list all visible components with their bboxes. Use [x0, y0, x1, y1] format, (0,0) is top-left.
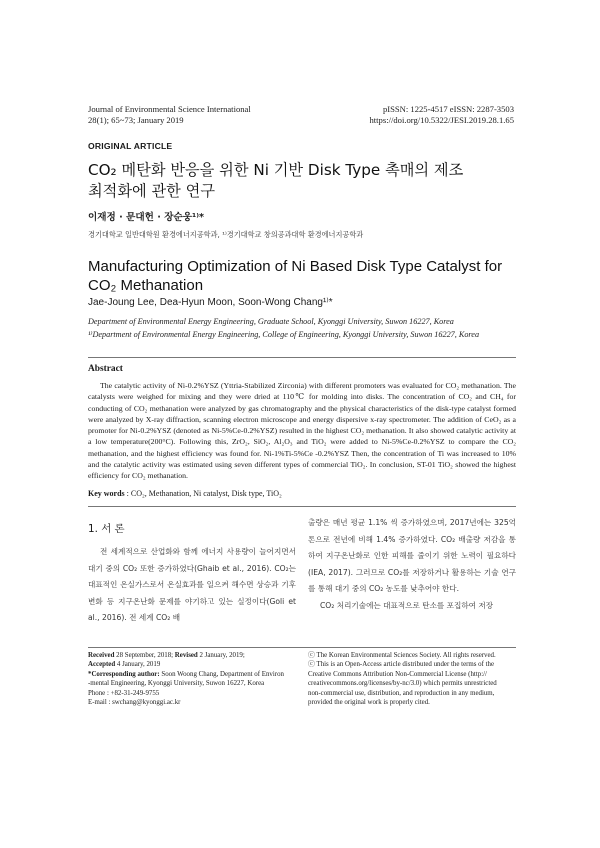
journal-name: Journal of Environmental Science International	[88, 104, 251, 114]
received-date: 28 September, 2018;	[114, 652, 175, 659]
korean-title-line2: 최적화에 관한 연구	[88, 182, 216, 200]
copyright-line6: provided the original work is properly cited.	[308, 699, 430, 707]
english-affiliation-2: ¹⁾Department of Environmental Energy Engineering, College of Engineering, Kyonggi University, Suwon 16227, Korea	[88, 329, 480, 339]
journal-volume: 28(1); 65~73; January 2019	[88, 115, 184, 125]
dates-line2	[88, 660, 296, 669]
accepted-label: Accepted	[88, 661, 116, 669]
section-heading-introduction: 1. 서 론	[88, 523, 125, 535]
copyright-line1: ⓒ The Korean Environmental Sciences Society. All rights reserved.	[308, 652, 496, 659]
received-label: Received	[88, 652, 115, 659]
abstract-text: The catalytic activity of Ni-0.2%YSZ (Yttria-Stabilized Zirconia) with different promoters was evaluated for CO₂ methanation. The catalysts were weighed for mixing and they were dried at 110℃ for molding into disks. The concentration of CO₂ and CH₄ for conducting of CO₂ methanation were analyzed by gas chromatography and the physical characteristics of the disk-type catalyst formed were analyzed by X-ray diffraction, scanning electron microscope and energy dispersive x-ray spectrometer. The addition of CeO₂ as a promoter for Ni-0.2%YSZ (denoted as Ni-5%Ce-0.2%YSZ) resulted in the highest CO₂ methanation. It also showed catalytic activity at a low temperature(200°C). Following this, ZrO₂, SiO₂, Al₂O₃ and TiO₂ were added to Ni-5%Ce-0.2%YSZ to compare the CO₂ methanation, and the highest efficiency was found for. Ni-1%Ti-5%Ce -0.2%YSZ Then, the concentration of Ti was increased to 10% and the catalytic activity was estimated using seven different types of commercial TiO₂. In conclusion, ST-01 TiO₂ showed the highest efficiency for CO₂ methanation.	[88, 381, 516, 481]
intro-paragraph-1: 전 세계적으로 산업화와 함께 에너지 사용량이 늘어지면서 대기 중의 CO₂ 또한 증가하였다(Ghaib et al., 2016). CO₂는 대표적인 온실가스로서 온실효과를 일으켜 해수면 상승과 기후변화 등 지구온난화 문제를 야기하고 있는 실정이다(Goli et al., 2016). 전 세계 CO₂ 배	[88, 547, 296, 623]
corresponding-line1	[88, 670, 296, 679]
accepted-date: 4 January, 2019	[115, 661, 161, 669]
issn-text: pISSN: 1225-4517 eISSN: 2287-3503	[382, 104, 514, 114]
keywords-label: Key words	[88, 489, 125, 498]
english-title-line1: Manufacturing Optimization of Ni Based Disk Type Catalyst for	[88, 258, 503, 275]
footnote-divider	[88, 647, 516, 648]
abstract-heading: Abstract	[88, 364, 123, 374]
english-title	[88, 257, 528, 295]
intro-paragraph-2: CO₂ 처리기술에는 대표적으로 탄소를 포집하여 저장	[320, 600, 494, 610]
abstract-divider	[88, 506, 516, 507]
keywords	[88, 489, 516, 498]
body-right-column	[308, 515, 516, 615]
english-affiliations	[88, 316, 518, 341]
english-affiliation-1: Department of Environmental Energy Engineering, Graduate School, Kyonggi University, Suwon 16227, Korea	[88, 317, 454, 326]
title-divider	[88, 357, 516, 358]
intro-paragraph-1-continued: 출량은 매년 평균 1.1% 씩 증가하였으며, 2017년에는 325억 톤으로 전년에 비해 1.4% 증가하였다. CO₂ 배출량 저감을 통하여 지구온난화로 인한 피해를 줄이기 위한 노력이 필요하다(IEA, 2017). 그러므로 CO₂를 저장하거나 활용하는 기술 연구를 통해 대기 중의 CO₂ 농도를 낮추어야 한다.	[308, 518, 516, 594]
article-type: ORIGINAL ARTICLE	[88, 141, 173, 151]
article-info	[88, 651, 296, 707]
english-title-line2: CO₂ Methanation	[88, 277, 204, 294]
journal-header	[88, 104, 251, 126]
corresponding-text-2: -mental Engineering, Kyonggi University, Suwon 16227, Korea	[88, 680, 265, 688]
copyright-line3: Creative Commons Attribution Non-Commercial License (http://	[308, 670, 487, 678]
copyright-line4[interactable]: creativecommons.org/licenses/by-nc/3.0) which permits unrestricted	[308, 680, 497, 688]
korean-authors: 이재정 · 문대헌 · 장순웅¹⁾*	[88, 212, 205, 223]
issn-block	[369, 104, 514, 126]
copyright-notice	[308, 651, 516, 707]
email-address[interactable]: E-mail : swchang@kyonggi.ac.kr	[88, 699, 181, 707]
corresponding-label: *Corresponding author:	[88, 670, 160, 678]
copyright-line5: non-commercial use, distribution, and reproduction in any medium,	[308, 689, 495, 697]
revised-date: 2 January, 2019;	[197, 652, 245, 659]
dates-line1	[88, 651, 296, 660]
korean-title-line1: CO₂ 메탄화 반응을 위한 Ni 기반 Disk Type 촉매의 제조	[88, 161, 464, 179]
phone-number: Phone : +82-31-249-9755	[88, 689, 160, 697]
korean-affiliation: 경기대학교 일반대학원 환경에너지공학과, ¹⁾경기대학교 창의공과대학 환경에너지공학과	[88, 230, 364, 239]
revised-label: Revised	[174, 652, 198, 659]
corresponding-text-1: Soon Woong Chang, Department of Environ	[159, 670, 284, 678]
english-authors: Jae-Joung Lee, Dea-Hyun Moon, Soon-Wong Chang¹⁾*	[88, 297, 333, 308]
body-left-column	[88, 544, 296, 627]
copyright-line2: ⓒ This is an Open-Access article distributed under the terms of the	[308, 661, 495, 669]
korean-title	[88, 160, 528, 202]
doi-link[interactable]: https://doi.org/10.5322/JESI.2019.28.1.65	[369, 115, 514, 125]
keywords-list: : CO₂, Methanation, Ni catalyst, Disk type, TiO₂	[124, 489, 282, 498]
